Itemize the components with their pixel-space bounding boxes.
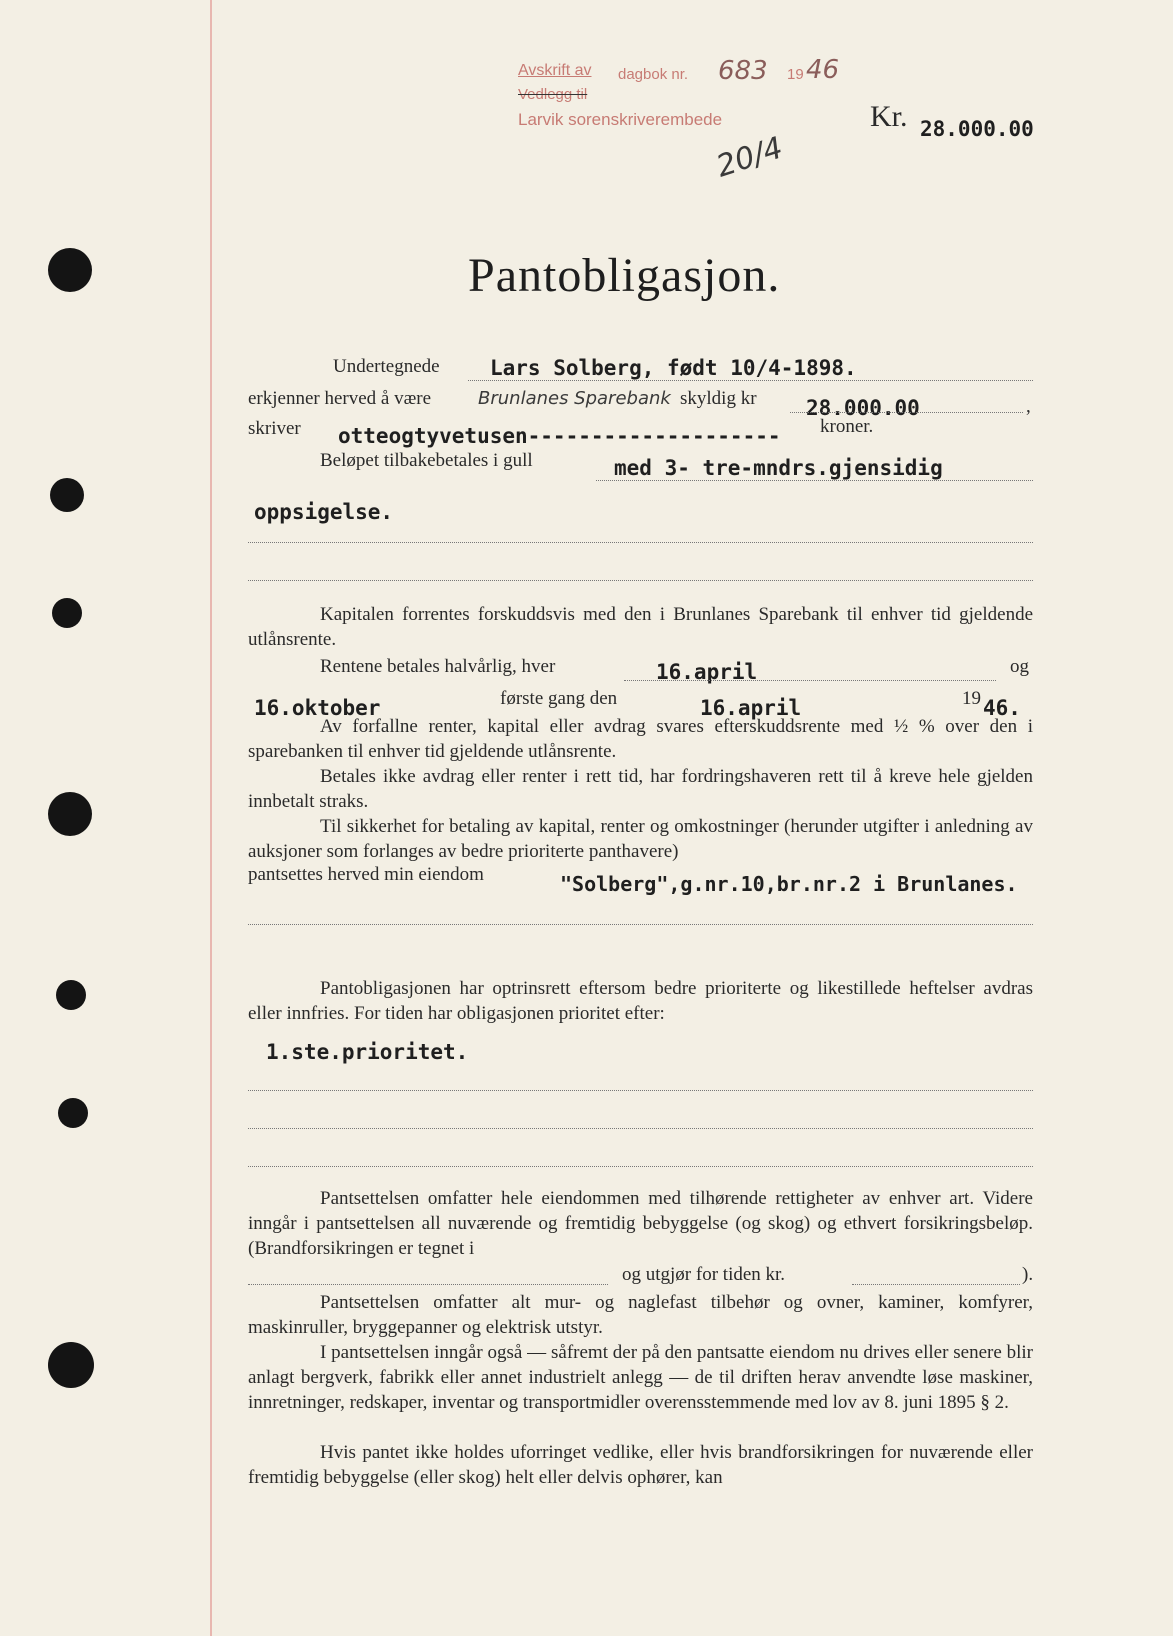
forste-year: 46. <box>983 696 1021 720</box>
stamp-larvik: Larvik sorenskriverembede <box>518 110 723 129</box>
kr-label: Kr. <box>870 100 908 133</box>
creditor-value: Brunlanes Sparebank <box>478 388 671 409</box>
skriver-label: skriver <box>248 418 301 439</box>
utgjor-label: og utgjør for tiden kr. <box>622 1264 786 1285</box>
forste-label: første gang den <box>500 688 618 709</box>
comma: , <box>1026 396 1031 417</box>
betales-paragraph: Betales ikke avdrag eller renter i rett tid, har fordringshaveren rett til å kreve hele gjelden innbetalt straks. <box>248 766 1033 812</box>
dotted-line <box>248 1284 608 1285</box>
pantsettes-label: pantsettes herved min eiendom <box>248 864 484 885</box>
close-paren: ). <box>1022 1264 1034 1285</box>
optrinsrett-paragraph: Pantobligasjonen har optrinsrett eftersom bedre prioriterte og likestillede heftelser avdras eller innfries. For tiden har obligasjonen prioritet efter: <box>248 978 1033 1024</box>
punch-hole <box>58 1098 88 1128</box>
prioritet-value: 1.ste.prioritet. <box>266 1040 469 1064</box>
renter-label: Rentene betales halvårlig, hver <box>320 656 556 677</box>
dotted-line <box>248 1090 1033 1091</box>
pantsettelsen-paragraph-3: I pantsettelsen inngår også — såfremt der på den pantsatte eiendom nu drives eller senere blir anlagt bergverk, fabrikk eller annet industrielt anlegg — de til driften herav anvendte løse maskiner, innretninger, redskaper, inventar og transportmidler overensstemmende med lov av 8. juni 1895 § 2. <box>248 1342 1033 1413</box>
belopet-label: Beløpet tilbakebetales i gull <box>320 450 533 471</box>
dotted-line <box>248 1166 1033 1167</box>
stamp-vedlegg-struck: Vedlegg til <box>518 86 588 103</box>
punch-hole <box>48 792 92 836</box>
punch-hole <box>48 248 92 292</box>
erkjenner-label: erkjenner herved å være <box>248 388 432 409</box>
dotted-line <box>248 1128 1033 1129</box>
stamp-dagbok-label: dagbok nr. <box>618 66 689 83</box>
dotted-line <box>468 380 1033 381</box>
undertegnede-value: Lars Solberg, født 10/4-1898. <box>490 356 857 380</box>
forste-date: 16.april <box>700 696 802 720</box>
forfalne-paragraph: Av forfallne renter, kapital eller avdrag svares efterskuddsrente med ½ % over den i sparebanken til enhver tid gjeldende utlånsrente. <box>248 716 1033 762</box>
stamp-year-suffix: 46 <box>806 55 840 85</box>
dotted-line <box>248 542 1033 543</box>
skriver-value: otteogtyvetusen-------------------- <box>338 424 781 448</box>
page-title: Pantobligasjon. <box>468 249 781 302</box>
pantsettelsen-paragraph-1: Pantsettelsen omfatter hele eiendommen med tilhørende rettigheter av enhver art. Videre inngår i pantsettelsen all nuværende og fremtidig bebyggelse (og skog) og ethvert forsikringsbeløp. (Brandforsikringen er tegnet i <box>248 1188 1033 1259</box>
punch-hole <box>56 980 86 1010</box>
dotted-line <box>248 580 1033 581</box>
skyldig-value: 28.000.00 <box>806 396 920 420</box>
skyldig-label: skyldig kr <box>680 388 757 409</box>
punch-hole <box>48 1342 94 1388</box>
forste-year-prefix: 19 <box>962 688 981 709</box>
renter-date1: 16.april <box>656 660 758 684</box>
belopet-value-line1: med 3- tre-mndrs.gjensidig <box>614 456 943 480</box>
eiendom-value: "Solberg",g.nr.10,br.nr.2 i Brunlanes. <box>560 872 1018 896</box>
og-label: og <box>1010 656 1029 677</box>
stamp-avskrift: Avskrift av <box>518 62 592 79</box>
dotted-line <box>790 412 1023 413</box>
kr-amount: 28.000.00 <box>920 117 1034 141</box>
dotted-line <box>852 1284 1020 1285</box>
kroner-label: kroner. <box>820 416 874 437</box>
date-mark: 20/4 <box>712 130 788 185</box>
sikkerhet-paragraph: Til sikkerhet for betaling av kapital, renter og omkostninger (herunder utgifter i anledning av auksjoner som forlanges av bedre prioriterte panthavere) <box>248 816 1033 862</box>
margin-rule <box>210 0 212 1636</box>
punch-hole <box>50 478 84 512</box>
belopet-value-line2: oppsigelse. <box>254 500 394 524</box>
undertegnede-label: Undertegnede <box>333 356 440 377</box>
pantsettelsen-paragraph-2: Pantsettelsen omfatter alt mur- og naglefast tilbehør og ovner, kaminer, komfyrer, maskinruller, bryggepanner og elektrisk utstyr. <box>248 1292 1033 1338</box>
punch-hole <box>52 598 82 628</box>
stamp-year-prefix: 19 <box>787 66 804 83</box>
hvis-paragraph: Hvis pantet ikke holdes uforringet vedlike, eller hvis brandforsikringen for nuværende eller fremtidig bebyggelse (eller skog) helt eller delvis ophører, kan <box>248 1442 1033 1488</box>
dotted-line <box>248 924 1033 925</box>
dotted-line <box>624 680 996 681</box>
dagbok-number: 683 <box>718 56 768 86</box>
kapital-paragraph: Kapitalen forrentes forskuddsvis med den i Brunlanes Sparebank til enhver tid gjeldende utlånsrente. <box>248 604 1033 650</box>
dotted-line <box>596 480 1033 481</box>
renter-date2: 16.oktober <box>254 696 381 720</box>
